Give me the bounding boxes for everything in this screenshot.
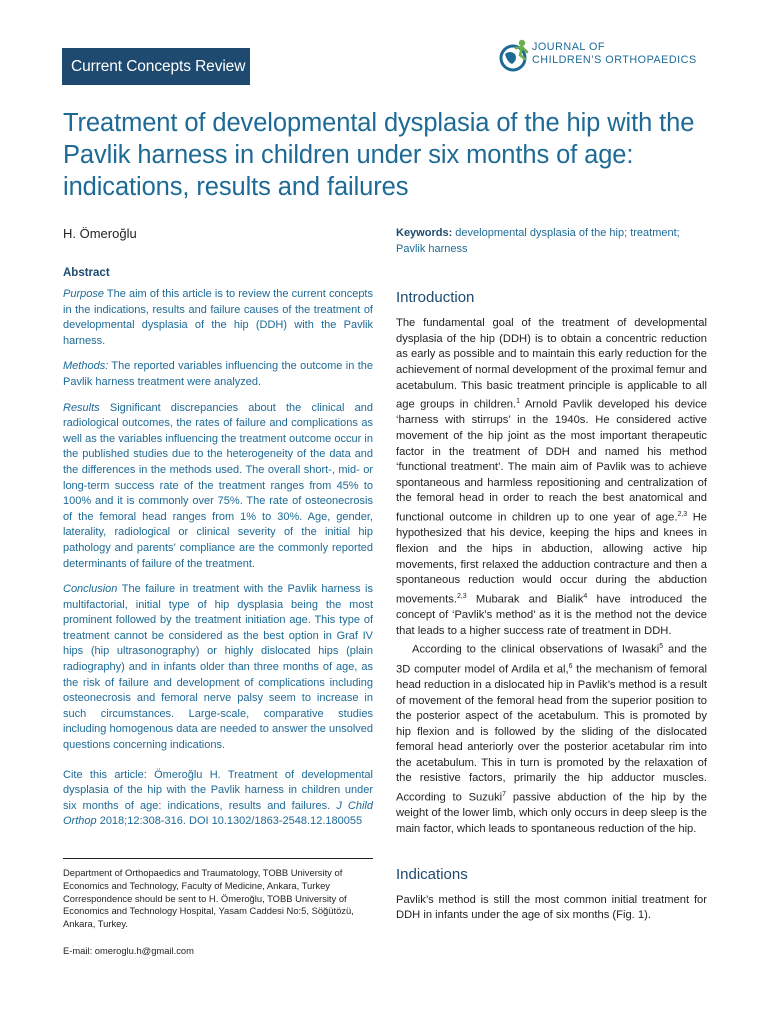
introduction-paragraph-2 xyxy=(396,639,707,837)
citation-ref: 2018;12:308-316. DOI 10.1302/1863-2548.12.180055 xyxy=(96,815,363,828)
journal-logo xyxy=(498,38,718,78)
intro-text: and the 3D computer model of Ardila et al, xyxy=(396,644,708,676)
affiliation-text: Department of Orthopaedics and Traumatology, TOBB University of Economics and Technology, Faculty of Medicine, Ankara, Turkey Correspondence should be sent to H. Ömeroğlu, TOBB University of Economics and Technology Hospital, Yasam Caddesi No:5, Söğütözü, Ankara, Turkey. xyxy=(63,867,354,930)
intro-text: the mechanism of femoral head reduction in a dislocated hip in Pavlik’s method is a result of movement of the femoral head from the superior position to the posterior aspect of the acetabulum. This is promoted by hip flexion and is followed by the sliding of the dislocated femoral head anteriorly over the posterior acetabular rim into the acetabulum. This in turn is promoted by the relaxation of the resistive factors, primarily the hip adductor muscles. According to Suzuki xyxy=(396,663,707,804)
results-text: Significant discrepancies about the clinical and radiological outcomes, the rates of failure and complications as well as the variables influencing the treatment outcome occur in the published studies due to the heterogeneity of the data and the differences in the methods used. The overall short-, mid- or long-term success rate of the treatment ranges from 45% to 100% and it is commonly over 75%. The rate of osteonecrosis of the femoral head ranges from 1% to 30%. Age, gender, laterality, radiological or clinical severity of the initial hip pathology and parents’ compliance are the commonly reported determinants of failure of the treatment. xyxy=(63,401,373,570)
citation-superscript: 2,3 xyxy=(677,511,688,519)
abstract-purpose xyxy=(63,287,373,349)
indications-heading: Indications xyxy=(396,865,468,883)
intro-text: passive abduction of the hip by the weight of the lower limb, which only occurs in deep sleep is the main factor, which leads to spontaneous reduction of the hip. xyxy=(396,791,708,835)
abstract-methods xyxy=(63,359,373,390)
citation-superscript: 1 xyxy=(516,398,521,406)
journal-name-line1: JOURNAL OF xyxy=(532,41,605,53)
intro-text: Mubarak and Bialik xyxy=(466,593,584,606)
intro-text: The fundamental goal of the treatment of developmental dysplasia of the hip (DDH) is to obtain a concentric reduction as early as possible and to maintain this early reduction for the achievement of normal development of the proximal femur and acetabulum. This basic treatment principle is applicable to all age groups in children. xyxy=(396,317,707,411)
citation-superscript: 5 xyxy=(659,643,664,651)
introduction-heading: Introduction xyxy=(396,289,475,307)
globe-with-child-figure-icon xyxy=(498,38,530,74)
methods-label: Methods: xyxy=(63,360,109,373)
abstract-heading: Abstract xyxy=(63,267,110,279)
journal-name-line2: CHILDREN’S ORTHOPAEDICS xyxy=(532,54,697,66)
divider xyxy=(63,858,373,859)
section-label: Current Concepts Review xyxy=(71,58,246,75)
section-label-bar xyxy=(62,48,250,85)
citation xyxy=(63,768,373,830)
citation-superscript: 4 xyxy=(583,592,588,600)
author-name: H. Ömeroğlu xyxy=(63,226,137,241)
indications-paragraph-1: Pavlik’s method is still the most common initial treatment for DDH in infants under the age of six months (Fig. 1). xyxy=(396,893,707,922)
citation-superscript: 7 xyxy=(502,791,507,799)
conclusion-label: Conclusion xyxy=(63,583,118,596)
introduction-paragraph-1 xyxy=(396,316,707,639)
citation-text: Cite this article: Ömeroğlu H. Treatment of developmental dysplasia of the hip with the Pavlik harness in children under six months of age: indications, results and failures. xyxy=(63,768,373,812)
email[interactable]: E-mail: omeroglu.h@gmail.com xyxy=(63,944,194,956)
left-column xyxy=(63,267,373,958)
intro-text: According to the clinical observations of Iwasaki xyxy=(412,644,660,656)
keywords xyxy=(396,226,707,257)
intro-text: have introduced the concept of ‘Pavlik’s method’ as it is the method not the device that leads to a higher success rate of treatment in DDH. xyxy=(396,593,707,637)
purpose-label: Purpose xyxy=(63,288,104,300)
abstract-results xyxy=(63,401,373,573)
intro-text: He hypothesized that his device, keeping the hips and knees in flexion and the hips in abduction, allowing active hip movements, first relaxed the adduction contracture and then a spontaneous reduction would occur during the abduction movements. xyxy=(396,511,708,606)
affiliation xyxy=(63,867,373,931)
intro-text: Arnold Pavlik developed his device ‘harness with stirrups’ in the 1940s. He considered active movement of the hip joint as the most important therapeutic factor in the treatment of DDH and named his method ‘functional treatment’. The main aim of Pavlik was to achieve spontaneous and harmless repositioning and centralization of the femoral head in order to reach the best anatomical and functional outcome in children up to one year of age. xyxy=(396,398,707,524)
article-title: Treatment of developmental dysplasia of the hip with the Pavlik harness in children under six months of age: indications, results and failures xyxy=(63,109,695,201)
results-label: Results xyxy=(63,401,100,414)
methods-text: The reported variables influencing the outcome in the Pavlik harness treatment were analyzed. xyxy=(63,360,373,388)
purpose-text: The aim of this article is to review the current concepts in the indications, results and failure causes of the treatment of developmental dysplasia of the hip (DDH) with the Pavlik harness. xyxy=(63,288,373,347)
abstract-conclusion xyxy=(63,582,373,754)
right-column xyxy=(396,226,707,924)
citation-journal: J Child Orthop xyxy=(63,799,373,828)
keywords-label: Keywords: xyxy=(396,227,453,239)
conclusion-text: The failure in treatment with the Pavlik harness is multifactorial, initial type of hip dysplasia being the most prominent followed by the treatment initiation age. This type of treatment cannot be considered as the best option in Graf IV hips (hip ultrasonography) or highly dislocated hips (plain radiography) and in infants older than three months of age, as the risk of failure and development of complications including osteonecrosis and femoral nerve palsy seem to increase in such circumstances. Large-scale, comparative studies including homogenous data are needed to answer the unsolved questions concerning indications. xyxy=(63,583,373,752)
keywords-text: developmental dysplasia of the hip; treatment; Pavlik harness xyxy=(396,227,680,255)
citation-superscript: 6 xyxy=(568,662,573,670)
citation-superscript: 2,3 xyxy=(456,592,467,600)
